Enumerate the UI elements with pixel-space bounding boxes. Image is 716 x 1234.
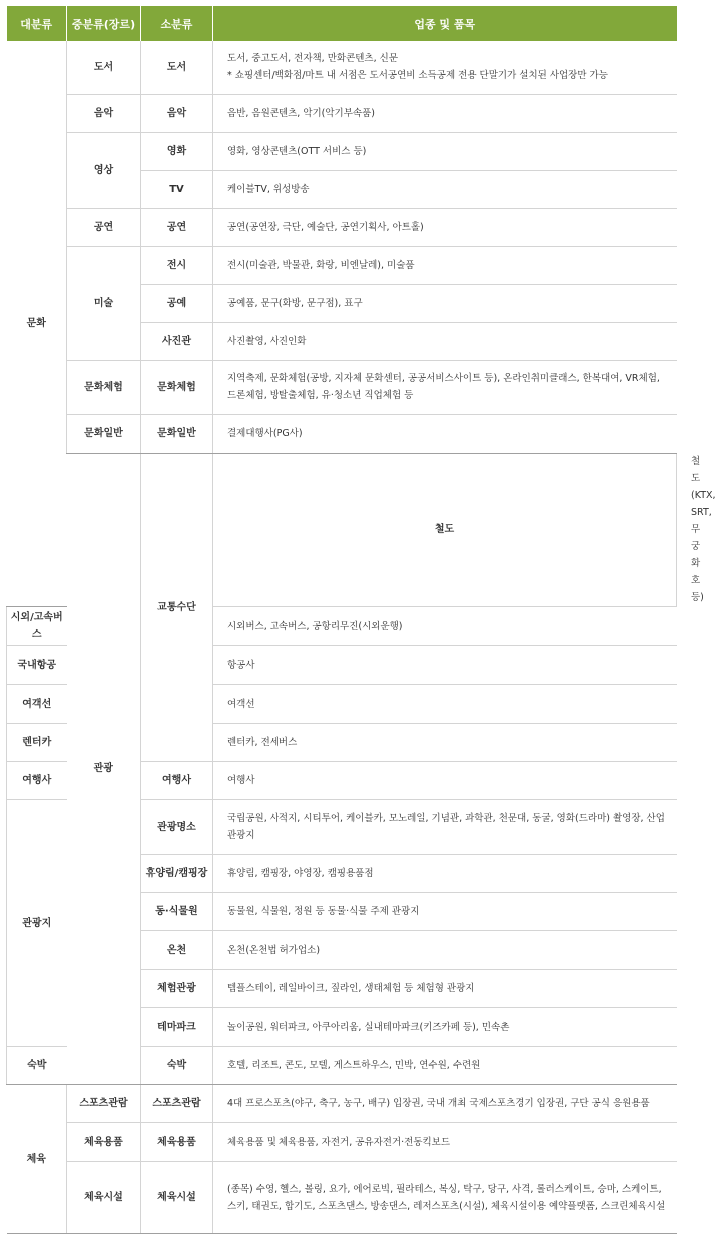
desc-rental: 렌터카, 전세버스: [213, 724, 677, 762]
minor-crafts: 공예: [141, 284, 213, 322]
minor-ferry: 여객선: [7, 685, 67, 724]
minor-facilities: 체육시설: [141, 1162, 213, 1234]
minor-air: 국내항공: [7, 646, 67, 685]
minor-tv: TV: [141, 170, 213, 208]
desc-zoo: 동물원, 식물원, 정원 등 동물·식물 주제 관광지: [213, 893, 677, 931]
desc-lodging: 호텔, 리조트, 콘도, 모텔, 게스트하우스, 민박, 연수원, 수련원: [213, 1047, 677, 1085]
table-row: [7, 360, 677, 414]
minor-performance: 공연: [141, 208, 213, 246]
minor-spa: 온천: [141, 931, 213, 970]
major-culture: 문화: [7, 41, 67, 607]
desc-ferry: 여객선: [213, 685, 677, 724]
category-table: [6, 6, 716, 1234]
mid-attractions: 관광지: [7, 800, 67, 1047]
desc-culture-gen: 결제대행사(PG사): [213, 414, 677, 453]
desc-sights: 국립공원, 사적지, 시티투어, 케이블카, 모노레일, 기념관, 과학관, 천문대, 동굴, 영화(드라마) 촬영장, 산업관광지: [213, 800, 677, 855]
minor-zoo: 동·식물원: [141, 893, 213, 931]
desc-books-line1: 도서, 중고도서, 전자책, 만화콘텐츠, 신문: [227, 53, 398, 65]
minor-sights: 관광명소: [141, 800, 213, 855]
mid-culture-gen: 문화일반: [67, 414, 141, 453]
table-row: [7, 1085, 677, 1123]
desc-camping: 휴양림, 캠핑장, 야영장, 캠핑용품점: [213, 855, 677, 893]
desc-air: 항공사: [213, 646, 677, 685]
table-row: [7, 414, 677, 453]
table-row: [7, 94, 677, 132]
mid-lodging: 숙박: [7, 1047, 67, 1085]
mid-equipment: 체육용품: [67, 1123, 141, 1162]
mid-video: 영상: [67, 132, 141, 208]
minor-camping: 휴양림/캠핑장: [141, 855, 213, 893]
desc-culture-exp: 지역축제, 문화체험(공방, 지자체 문화센터, 공공서비스사이트 등), 온라인취미클래스, 한복대여, VR체험, 드론체험, 방탈출체험, 유·청소년 직업체험 등: [213, 360, 677, 414]
mid-art: 미술: [67, 246, 141, 360]
header-desc: 업종 및 품목: [213, 6, 677, 41]
table-row: 관광 교통수단 철도 철도(KTX, SRT, 무궁화호 등): [7, 453, 677, 607]
desc-music: 음반, 음원콘텐츠, 악기(악기부속품): [213, 94, 677, 132]
desc-bus: 시외버스, 고속버스, 공항리무진(시외운행): [213, 607, 677, 646]
header-minor: 소분류: [141, 6, 213, 41]
mid-performance: 공연: [67, 208, 141, 246]
desc-exhibition: 전시(미술관, 박물관, 화랑, 비엔날레), 미술품: [213, 246, 677, 284]
desc-performance: 공연(공연장, 극단, 예술단, 공연기획사, 아트홀): [213, 208, 677, 246]
desc-spectating: 4대 프로스포츠(야구, 축구, 농구, 배구) 입장권, 국내 개최 국제스포츠경기 입장권, 구단 공식 응원용품: [213, 1085, 677, 1123]
mid-music: 음악: [67, 94, 141, 132]
desc-theme: 놀이공원, 워터파크, 아쿠아리움, 실내테마파크(키즈카페 등), 민속촌: [213, 1008, 677, 1047]
desc-agency: 여행사: [213, 762, 677, 800]
desc-tv: 케이블TV, 위성방송: [213, 170, 677, 208]
minor-bus: 시외/고속버스: [7, 607, 67, 646]
mid-culture-exp: 문화체험: [67, 360, 141, 414]
minor-music: 음악: [141, 94, 213, 132]
header-mid: 중분류(장르): [67, 6, 141, 41]
desc-spa: 온천(온천법 허가업소): [213, 931, 677, 970]
minor-theme: 테마파크: [141, 1008, 213, 1047]
mid-transport: 교통수단: [141, 453, 213, 762]
table-row: [7, 208, 677, 246]
major-tourism: 관광: [67, 453, 141, 1085]
table-row: [7, 246, 677, 284]
desc-books-line2: * 쇼핑센터/백화점/마트 내 서점은 도서공연비 소득공제 전용 단말기가 설치된 사업장만 가능: [227, 70, 608, 82]
minor-culture-gen: 문화일반: [141, 414, 213, 453]
mid-travel-agency: 여행사: [7, 762, 67, 800]
minor-exhibition: 전시: [141, 246, 213, 284]
minor-rental: 렌터카: [7, 724, 67, 762]
mid-facilities: 체육시설: [67, 1162, 141, 1234]
minor-rail: 철도: [213, 453, 677, 607]
desc-books: [213, 41, 677, 94]
table-row: [7, 132, 677, 170]
table-row: [7, 41, 677, 94]
mid-spectating: 스포츠관람: [67, 1085, 141, 1123]
desc-equipment: 체육용품 및 체육용품, 자전거, 공유자전거·전동킥보드: [213, 1123, 677, 1162]
desc-exp-tour: 템플스테이, 레일바이크, 짚라인, 생태체험 등 체험형 관광지: [213, 970, 677, 1008]
minor-lodging: 숙박: [141, 1047, 213, 1085]
major-sports: 체육: [7, 1085, 67, 1234]
minor-film: 영화: [141, 132, 213, 170]
desc-film: 영화, 영상콘텐츠(OTT 서비스 등): [213, 132, 677, 170]
mid-books: 도서: [67, 41, 141, 94]
desc-crafts: 공예품, 문구(화방, 문구점), 표구: [213, 284, 677, 322]
table-row: [7, 1123, 677, 1162]
minor-agency: 여행사: [141, 762, 213, 800]
minor-equipment: 체육용품: [141, 1123, 213, 1162]
minor-exp-tour: 체험관광: [141, 970, 213, 1008]
desc-photo: 사진촬영, 사진인화: [213, 322, 677, 360]
table-row: [7, 1162, 677, 1234]
minor-spectating: 스포츠관람: [141, 1085, 213, 1123]
table-header-row: [7, 6, 677, 41]
minor-books: 도서: [141, 41, 213, 94]
minor-photo: 사진관: [141, 322, 213, 360]
minor-culture-exp: 문화체험: [141, 360, 213, 414]
desc-facilities: (종목) 수영, 헬스, 볼링, 요가, 에어로빅, 필라테스, 복싱, 탁구, 당구, 사격, 롤러스케이트, 승마, 스케이트, 스키, 태권도, 합기도, 스포츠댄스, 방송댄스, 레저스포츠(시설), 체육시설이용 예약플랫폼, 스크린체육시설: [213, 1162, 677, 1234]
header-major: 대분류: [7, 6, 67, 41]
